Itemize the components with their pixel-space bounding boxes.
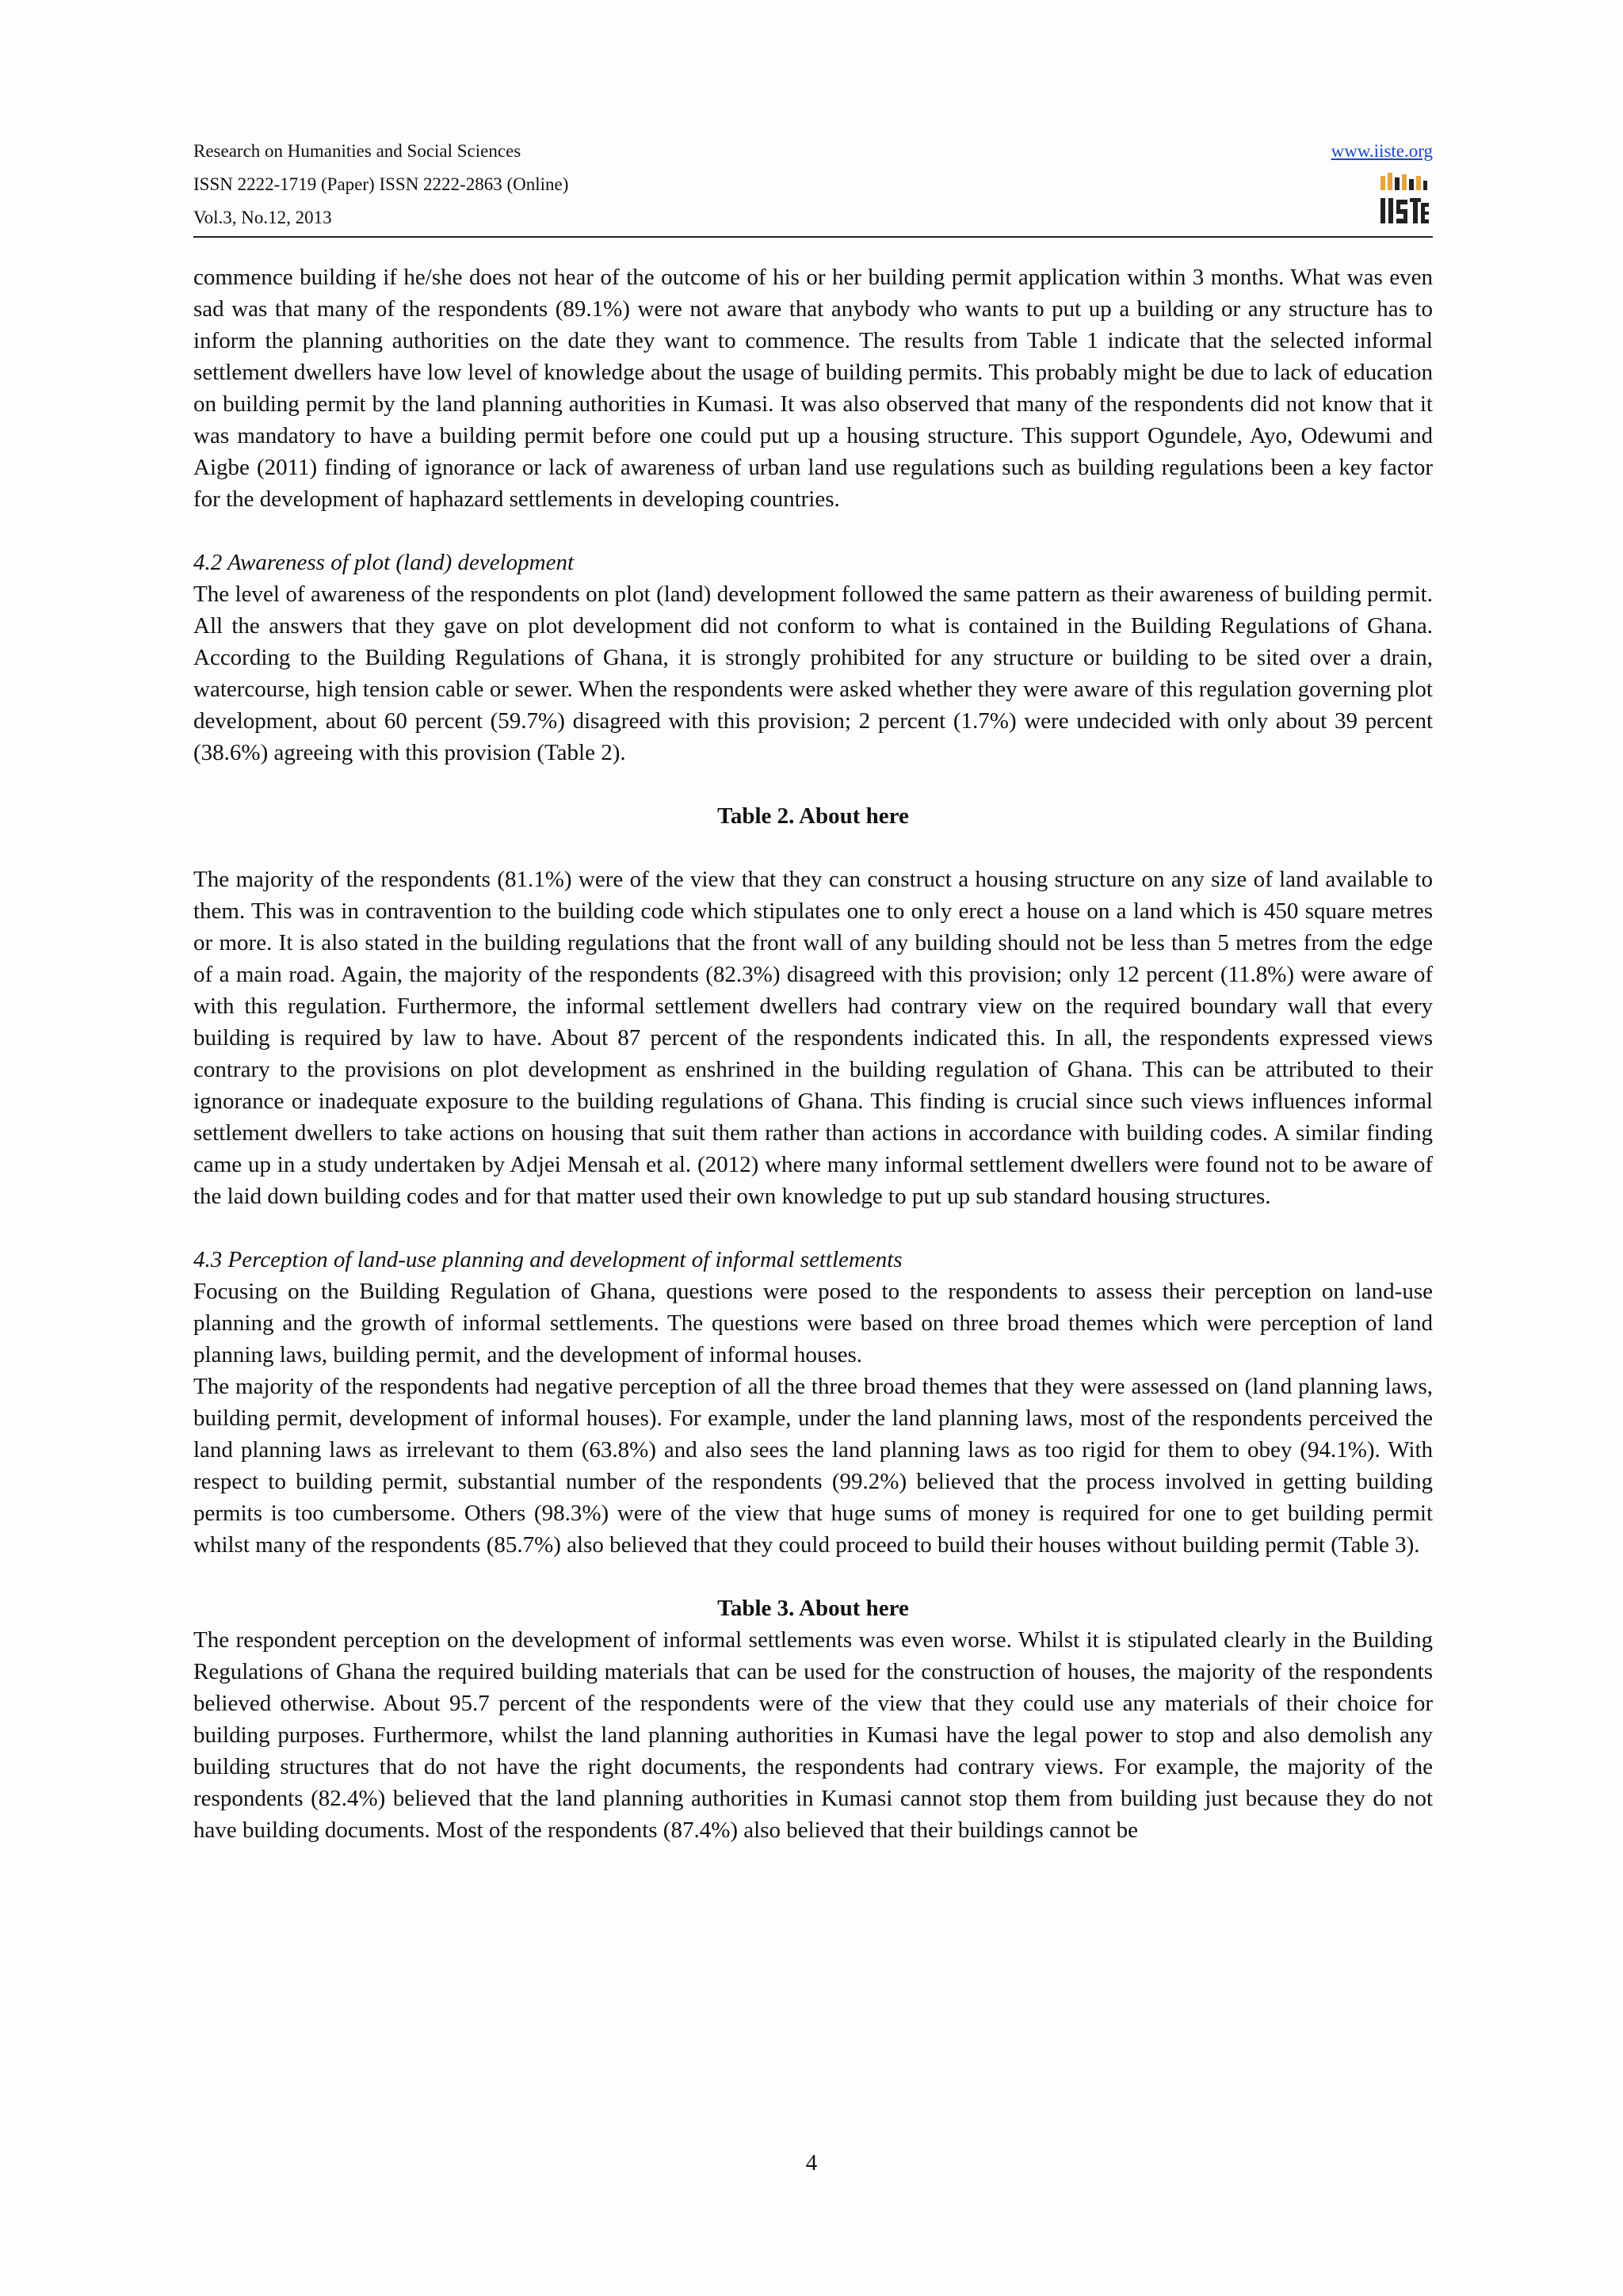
journal-title: Research on Humanities and Social Sciences bbox=[193, 141, 521, 161]
paragraph: The respondent perception on the development of informal settlements was even worse. Whilst it is stipulated clearly in the Building Regulations of Ghana the required building materials that can be used for the construction of houses, the majority of the respondents believed otherwise. About 95.7 percent of the respondents were of the view that they could use any materials of their choice for building purposes. Furthermore, whilst the land planning authorities in Kumasi have the legal power to stop and also demolish any building structures that do not have the right documents, the respondents had contrary views. For example, the majority of the respondents (82.4%) believed that the land planning authorities in Kumasi cannot stop them from building just because they do not have building documents. Most of the respondents (87.4%) also believed that their buildings cannot be bbox=[193, 1627, 1433, 1843]
table-2-placeholder: Table 2. About here bbox=[717, 803, 909, 829]
spacer bbox=[193, 1561, 1433, 1592]
volume-line: Vol.3, No.12, 2013 bbox=[193, 208, 332, 227]
paragraph: commence building if he/she does not hear of the outcome of his or her building permit application within 3 months. What was even sad was that many of the respondents (89.1%) were not aware that anybody who wants to put up a building or any structure has to inform the planning authorities on the date they want to commence. The results from Table 1 indicate that the selected informal settlement dwellers have low level of knowledge about the usage of building permits. This probably might be due to lack of education on building permit by the land planning authorities in Kumasi. It was also observed that many of the respondents did not know that it was mandatory to have a building permit before one could put up a housing structure. This support Ogundele, Ayo, Odewumi and Aigbe (2011) finding of ignorance or lack of awareness of urban land use regulations such as building regulations been a key factor for the development of haphazard settlements in developing countries. bbox=[193, 265, 1433, 512]
spacer bbox=[193, 1212, 1433, 1244]
section-heading-4-2: 4.2 Awareness of plot (land) development bbox=[193, 550, 575, 575]
section-heading-4-3: 4.3 Perception of land-use planning and development of informal settlements bbox=[193, 1247, 903, 1272]
article-body bbox=[193, 261, 1433, 1846]
paragraph: The level of awareness of the respondents on plot (land) development followed the same pattern as their awareness of building permit. All the answers that they gave on plot development did not conform to what is contained in the Building Regulations of Ghana. According to the Building Regulations of Ghana, it is strongly prohibited for any structure or building to be sited over a drain, watercourse, high tension cable or sewer. When the respondents were asked whether they were aware of this regulation governing plot development, about 60 percent (59.7%) disagreed with this provision; 2 percent (1.7%) were undecided with only about 39 percent (38.6%) agreeing with this provision (Table 2). bbox=[193, 582, 1433, 765]
page-number: 4 bbox=[805, 2150, 818, 2176]
paragraph: The majority of the respondents had negative perception of all the three broad themes that they were assessed on (land planning laws, building permit, development of informal houses). For example, under the land planning laws, most of the respondents perceived the land planning laws as irrelevant to them (63.8%) and also sees the land planning laws as too rigid for them to obey (94.1%). With respect to building permit, substantial number of the respondents (99.2%) believed that the process involved in getting building permits is too cumbersome. Others (98.3%) were of the view that huge sums of money is required for one to get building permit whilst many of the respondents (85.7%) also believed that they could proceed to build their houses without building permit (Table 3). bbox=[193, 1374, 1433, 1558]
iiste-logo bbox=[1377, 171, 1430, 230]
spacer bbox=[193, 832, 1433, 864]
table-3-placeholder: Table 3. About here bbox=[717, 1596, 909, 1621]
spacer bbox=[193, 769, 1433, 800]
logo-bars-icon bbox=[1381, 173, 1427, 190]
issn-line: ISSN 2222-1719 (Paper) ISSN 2222-2863 (Online) bbox=[193, 174, 569, 194]
journal-url-link[interactable]: www.iiste.org bbox=[1331, 141, 1433, 161]
header-rule bbox=[193, 236, 1433, 238]
logo-letters-icon bbox=[1381, 198, 1429, 223]
spacer bbox=[193, 515, 1433, 547]
paragraph: The majority of the respondents (81.1%) were of the view that they can construct a housing structure on any size of land available to them. This was in contravention to the building code which stipulates one to only erect a house on a land which is 450 square metres or more. It is also stated in the building regulations that the front wall of any building should not be less than 5 metres from the edge of a main road. Again, the majority of the respondents (82.3%) disagreed with this provision; only 12 percent (11.8%) were aware of with this regulation. Furthermore, the informal settlement dwellers had contrary view on the required boundary wall that every building is required by law to have. About 87 percent of the respondents indicated this. In all, the respondents expressed views contrary to the provisions on plot development as enshrined in the building regulation of Ghana. This can be attributed to their ignorance or inadequate exposure to the building regulations of Ghana. This finding is crucial since such views influences informal settlement dwellers to take actions on housing that suit them rather than actions in accordance with building codes. A similar finding came up in a study undertaken by Adjei Mensah et al. (2012) where many informal settlement dwellers were found not to be aware of the laid down building codes and for that matter used their own knowledge to put up sub standard housing structures. bbox=[193, 867, 1433, 1209]
paragraph: Focusing on the Building Regulation of Ghana, questions were posed to the respondents to assess their perception on land-use planning and the growth of informal settlements. The questions were based on three broad themes which were perception of land planning laws, building permit, and the development of informal houses. bbox=[193, 1279, 1433, 1367]
page-header bbox=[193, 135, 1433, 236]
